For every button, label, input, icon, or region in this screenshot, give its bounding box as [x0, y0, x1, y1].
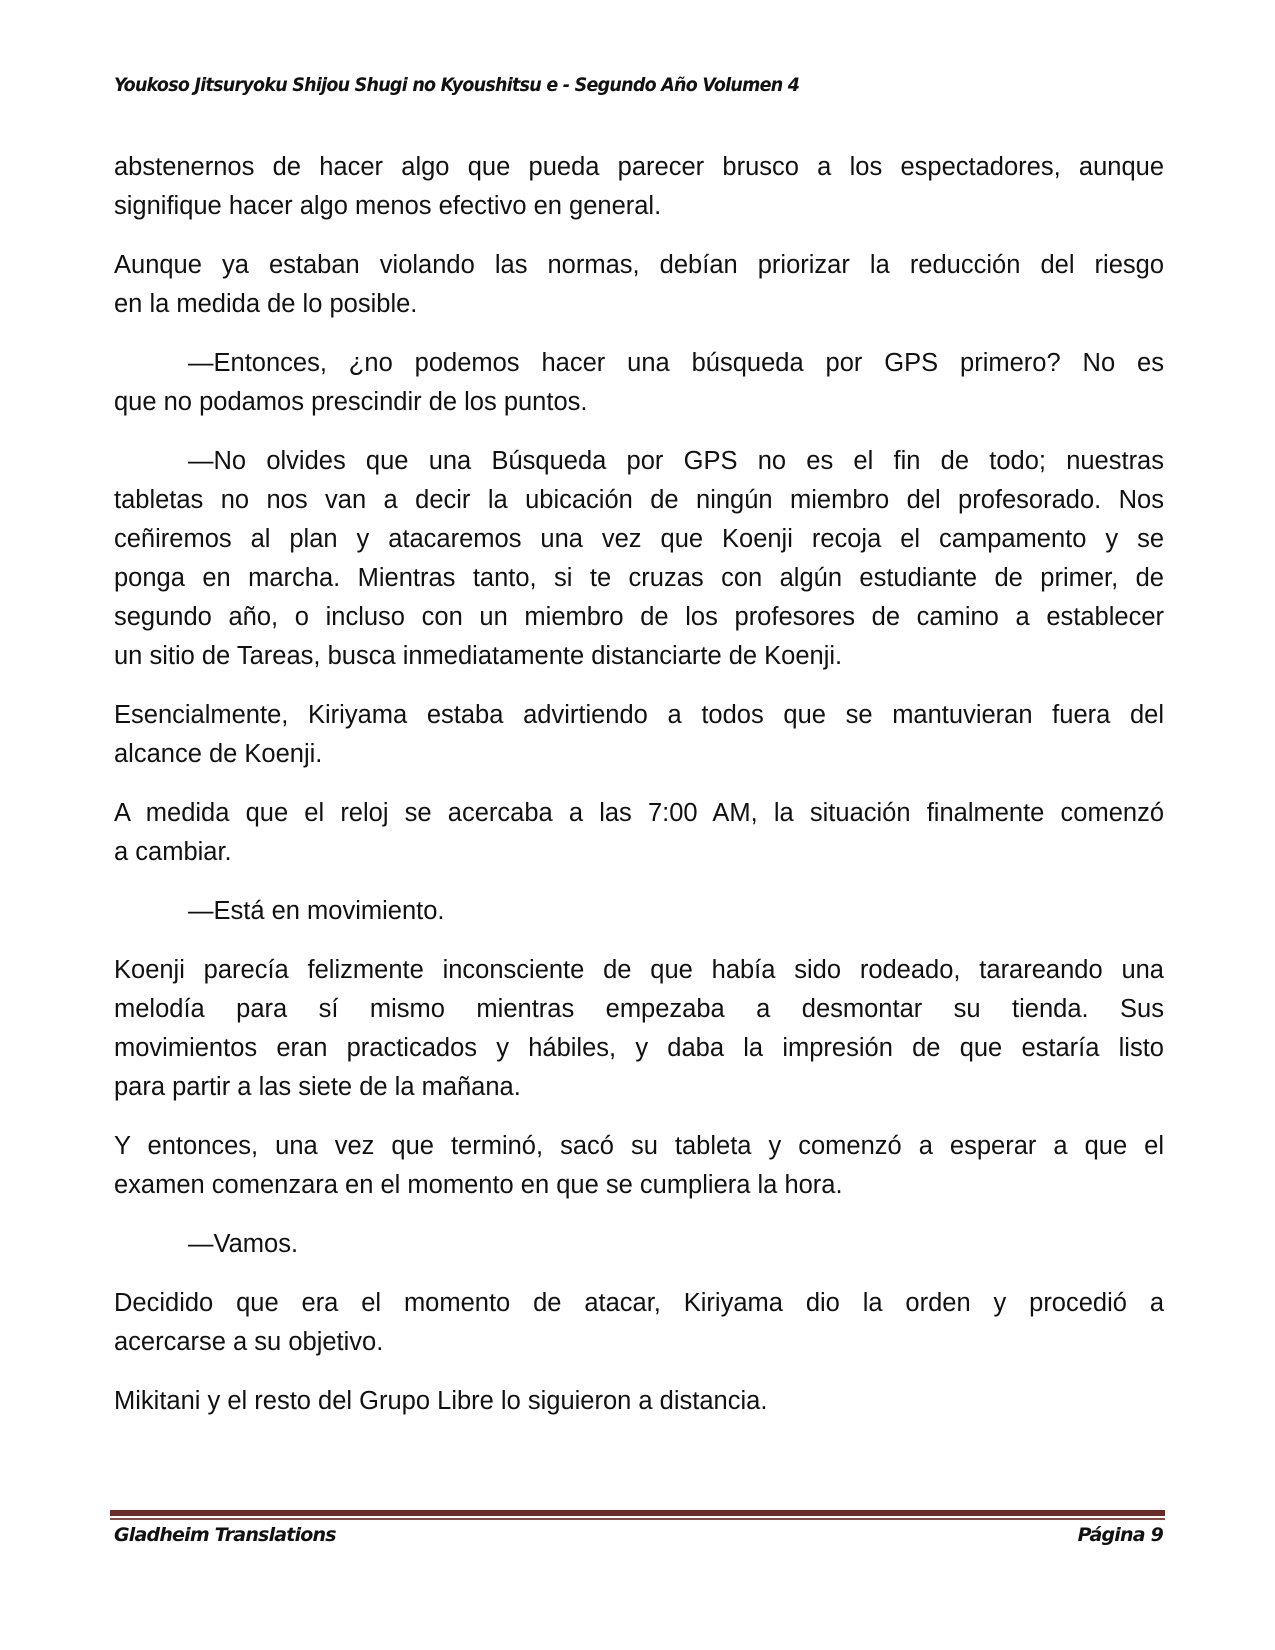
paragraph	[114, 1225, 1164, 1264]
text-line: examen comenzara en el momento en que se cumpliera la hora.	[114, 1171, 843, 1199]
text-line: Y entonces, una vez que terminó, sacó su tableta y comenzó a esperar a que el	[114, 1132, 1164, 1160]
text-line: Esencialmente, Kiriyama estaba advirtiendo a todos que se mantuvieran fuera del	[114, 701, 1164, 729]
running-header: Youkoso Jitsuryoku Shijou Shugi no Kyoushitsu e - Segundo Año Volumen 4	[114, 74, 800, 96]
page-number: Página 9	[1077, 1524, 1163, 1546]
text-line: A medida que el reloj se acercaba a las 7:00 AM, la situación finalmente comenzó	[114, 799, 1164, 827]
paragraph	[114, 1382, 1164, 1421]
text-line: Aunque ya estaban violando las normas, debían priorizar la reducción del riesgo	[114, 251, 1164, 279]
text-line: —Vamos.	[188, 1230, 299, 1258]
text-line: en la medida de lo posible.	[114, 290, 418, 318]
text-line: signifique hacer algo menos efectivo en general.	[114, 192, 662, 220]
text-line: tabletas no nos van a decir la ubicación de ningún miembro del profesorado. Nos	[114, 486, 1164, 514]
paragraph	[114, 246, 1164, 324]
paragraph	[114, 892, 1164, 931]
text-line: —Entonces, ¿no podemos hacer una búsqueda por GPS primero? No es	[188, 349, 1164, 377]
paragraph	[114, 696, 1164, 774]
text-line: —Está en movimiento.	[188, 897, 445, 925]
paragraph	[114, 442, 1164, 676]
text-line: segundo año, o incluso con un miembro de los profesores de camino a establecer	[114, 603, 1164, 631]
text-line: movimientos eran practicados y hábiles, y daba la impresión de que estaría listo	[114, 1034, 1164, 1062]
text-line: a cambiar.	[114, 838, 232, 866]
paragraph	[114, 1127, 1164, 1205]
document-body	[114, 148, 1164, 1441]
text-line: un sitio de Tareas, busca inmediatamente distanciarte de Koenji.	[114, 642, 843, 670]
text-line: melodía para sí mismo mientras empezaba a desmontar su tienda. Sus	[114, 995, 1164, 1023]
text-line: que no podamos prescindir de los puntos.	[114, 388, 588, 416]
paragraph	[114, 951, 1164, 1107]
paragraph	[114, 1284, 1164, 1362]
text-line: Koenji parecía felizmente inconsciente de que había sido rodeado, tarareando una	[114, 956, 1164, 984]
text-line: ceñiremos al plan y atacaremos una vez que Koenji recoja el campamento y se	[114, 525, 1164, 553]
text-line: alcance de Koenji.	[114, 740, 323, 768]
text-line: Decidido que era el momento de atacar, Kiriyama dio la orden y procedió a	[114, 1289, 1164, 1317]
footer-translator: Gladheim Translations	[114, 1524, 336, 1546]
text-line: —No olvides que una Búsqueda por GPS no es el fin de todo; nuestras	[188, 447, 1164, 475]
text-line: para partir a las siete de la mañana.	[114, 1073, 521, 1101]
text-line: abstenernos de hacer algo que pueda parecer brusco a los espectadores, aunque	[114, 153, 1164, 181]
paragraph	[114, 344, 1164, 422]
footer-rule-thin	[110, 1518, 1165, 1520]
paragraph	[114, 148, 1164, 226]
text-line: acercarse a su objetivo.	[114, 1328, 384, 1356]
text-line: Mikitani y el resto del Grupo Libre lo siguieron a distancia.	[114, 1387, 768, 1415]
footer-rule	[110, 1510, 1165, 1516]
text-line: ponga en marcha. Mientras tanto, si te cruzas con algún estudiante de primer, de	[114, 564, 1164, 592]
paragraph	[114, 794, 1164, 872]
